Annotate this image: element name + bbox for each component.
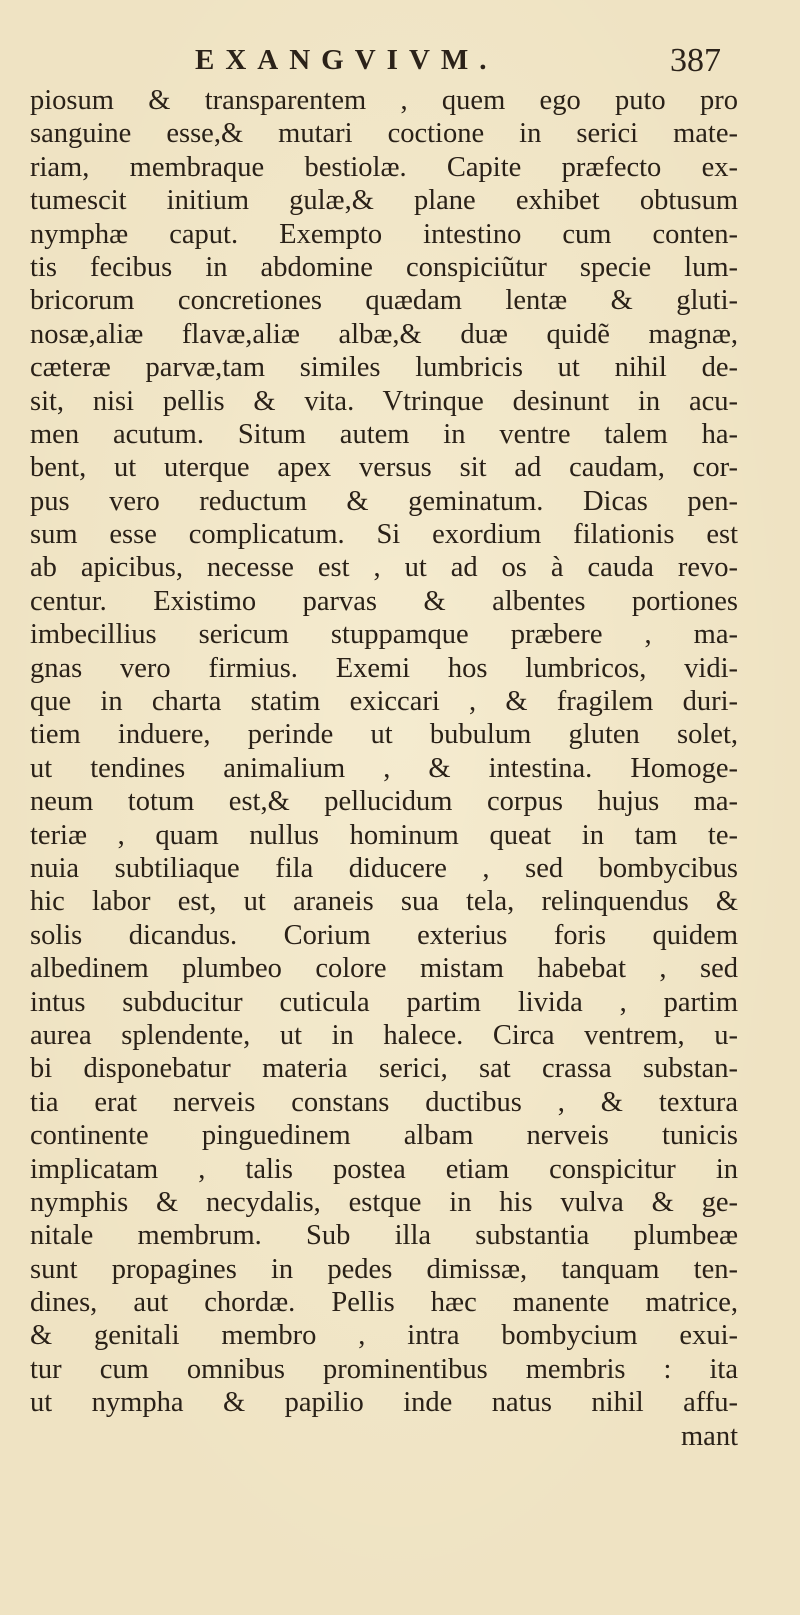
text-line: implicatam , talis postea etiam conspicitur in	[30, 1153, 738, 1185]
text-line: bi disponebatur materia serici, sat crassa substan-	[30, 1053, 738, 1085]
text-line: pus vero reductum & geminatum. Dicas pen-	[30, 485, 738, 517]
text-line: bent, ut uterque apex versus sit ad caudam, cor-	[30, 452, 738, 484]
text-line: sanguine esse,& mutari coctione in serici mate-	[30, 118, 738, 150]
text-line: continente pinguedinem albam nerveis tunicis	[30, 1120, 738, 1152]
text-line: & genitali membro , intra bombycium exui-	[30, 1320, 738, 1352]
text-line: nymphæ caput. Exempto intestino cum conten-	[30, 218, 738, 250]
body-text	[30, 84, 738, 1453]
page-number: 387	[670, 42, 721, 79]
text-line: albedinem plumbeo colore mistam habebat , sed	[30, 953, 738, 985]
text-line: nitale membrum. Sub illa substantia plumbeæ	[30, 1220, 738, 1252]
text-line: nosæ,aliæ flavæ,aliæ albæ,& duæ quidẽ magnæ,	[30, 318, 738, 350]
text-line: hic labor est, ut araneis sua tela, relinquendus &	[30, 886, 738, 918]
text-line: imbecillius sericum stuppamque præbere , ma-	[30, 619, 738, 651]
text-line: riam, membraque bestiolæ. Capite præfecto ex-	[30, 151, 738, 183]
text-line: piosum & transparentem , quem ego puto pro	[30, 85, 738, 116]
running-head: EXANGVIVM.	[195, 44, 498, 76]
page-header	[0, 44, 800, 84]
text-line: cæteræ parvæ,tam similes lumbricis ut nihil de-	[30, 352, 738, 384]
text-line: teriæ , quam nullus hominum queat in tam te-	[30, 819, 738, 851]
text-line: bricorum concretiones quædam lentæ & gluti-	[30, 285, 738, 317]
text-line: centur. Existimo parvas & albentes portiones	[30, 585, 738, 617]
text-line: gnas vero firmius. Exemi hos lumbricos, vidi-	[30, 652, 738, 684]
text-line: nuia subtiliaque fila diducere , sed bombycibus	[30, 852, 738, 884]
text-line: men acutum. Situm autem in ventre talem ha-	[30, 418, 738, 450]
text-line: ut nympha & papilio inde natus nihil affu-	[30, 1387, 738, 1419]
text-line: neum totum est,& pellucidum corpus hujus ma-	[30, 786, 738, 818]
text-line: tis fecibus in abdomine conspiciũtur specie lum-	[30, 251, 738, 283]
text-line: sum esse complicatum. Si exordium filationis est	[30, 519, 738, 551]
text-line: solis dicandus. Corium exterius foris quidem	[30, 919, 738, 951]
text-line: tumescit initium gulæ,& plane exhibet obtusum	[30, 185, 738, 217]
catchword: mant	[681, 1420, 738, 1452]
text-line: tur cum omnibus prominentibus membris : ita	[30, 1353, 738, 1385]
text-line: tia erat nerveis constans ductibus , & textura	[30, 1086, 738, 1118]
text-line: nymphis & necydalis, estque in his vulva & ge-	[30, 1186, 738, 1218]
text-line: que in charta statim exiccari , & fragilem duri-	[30, 686, 738, 718]
text-line: ut tendines animalium , & intestina. Homoge-	[30, 752, 738, 784]
text-line: intus subducitur cuticula partim livida , partim	[30, 986, 738, 1018]
text-line: sit, nisi pellis & vita. Vtrinque desinunt in acu-	[30, 385, 738, 417]
text-line: dines, aut chordæ. Pellis hæc manente matrice,	[30, 1287, 738, 1319]
text-line: aurea splendente, ut in halece. Circa ventrem, u-	[30, 1019, 738, 1051]
text-line: sunt propagines in pedes dimissæ, tanquam ten-	[30, 1253, 738, 1285]
text-line: ab apicibus, necesse est , ut ad os à cauda revo-	[30, 552, 738, 584]
text-line: tiem induere, perinde ut bubulum gluten solet,	[30, 719, 738, 751]
